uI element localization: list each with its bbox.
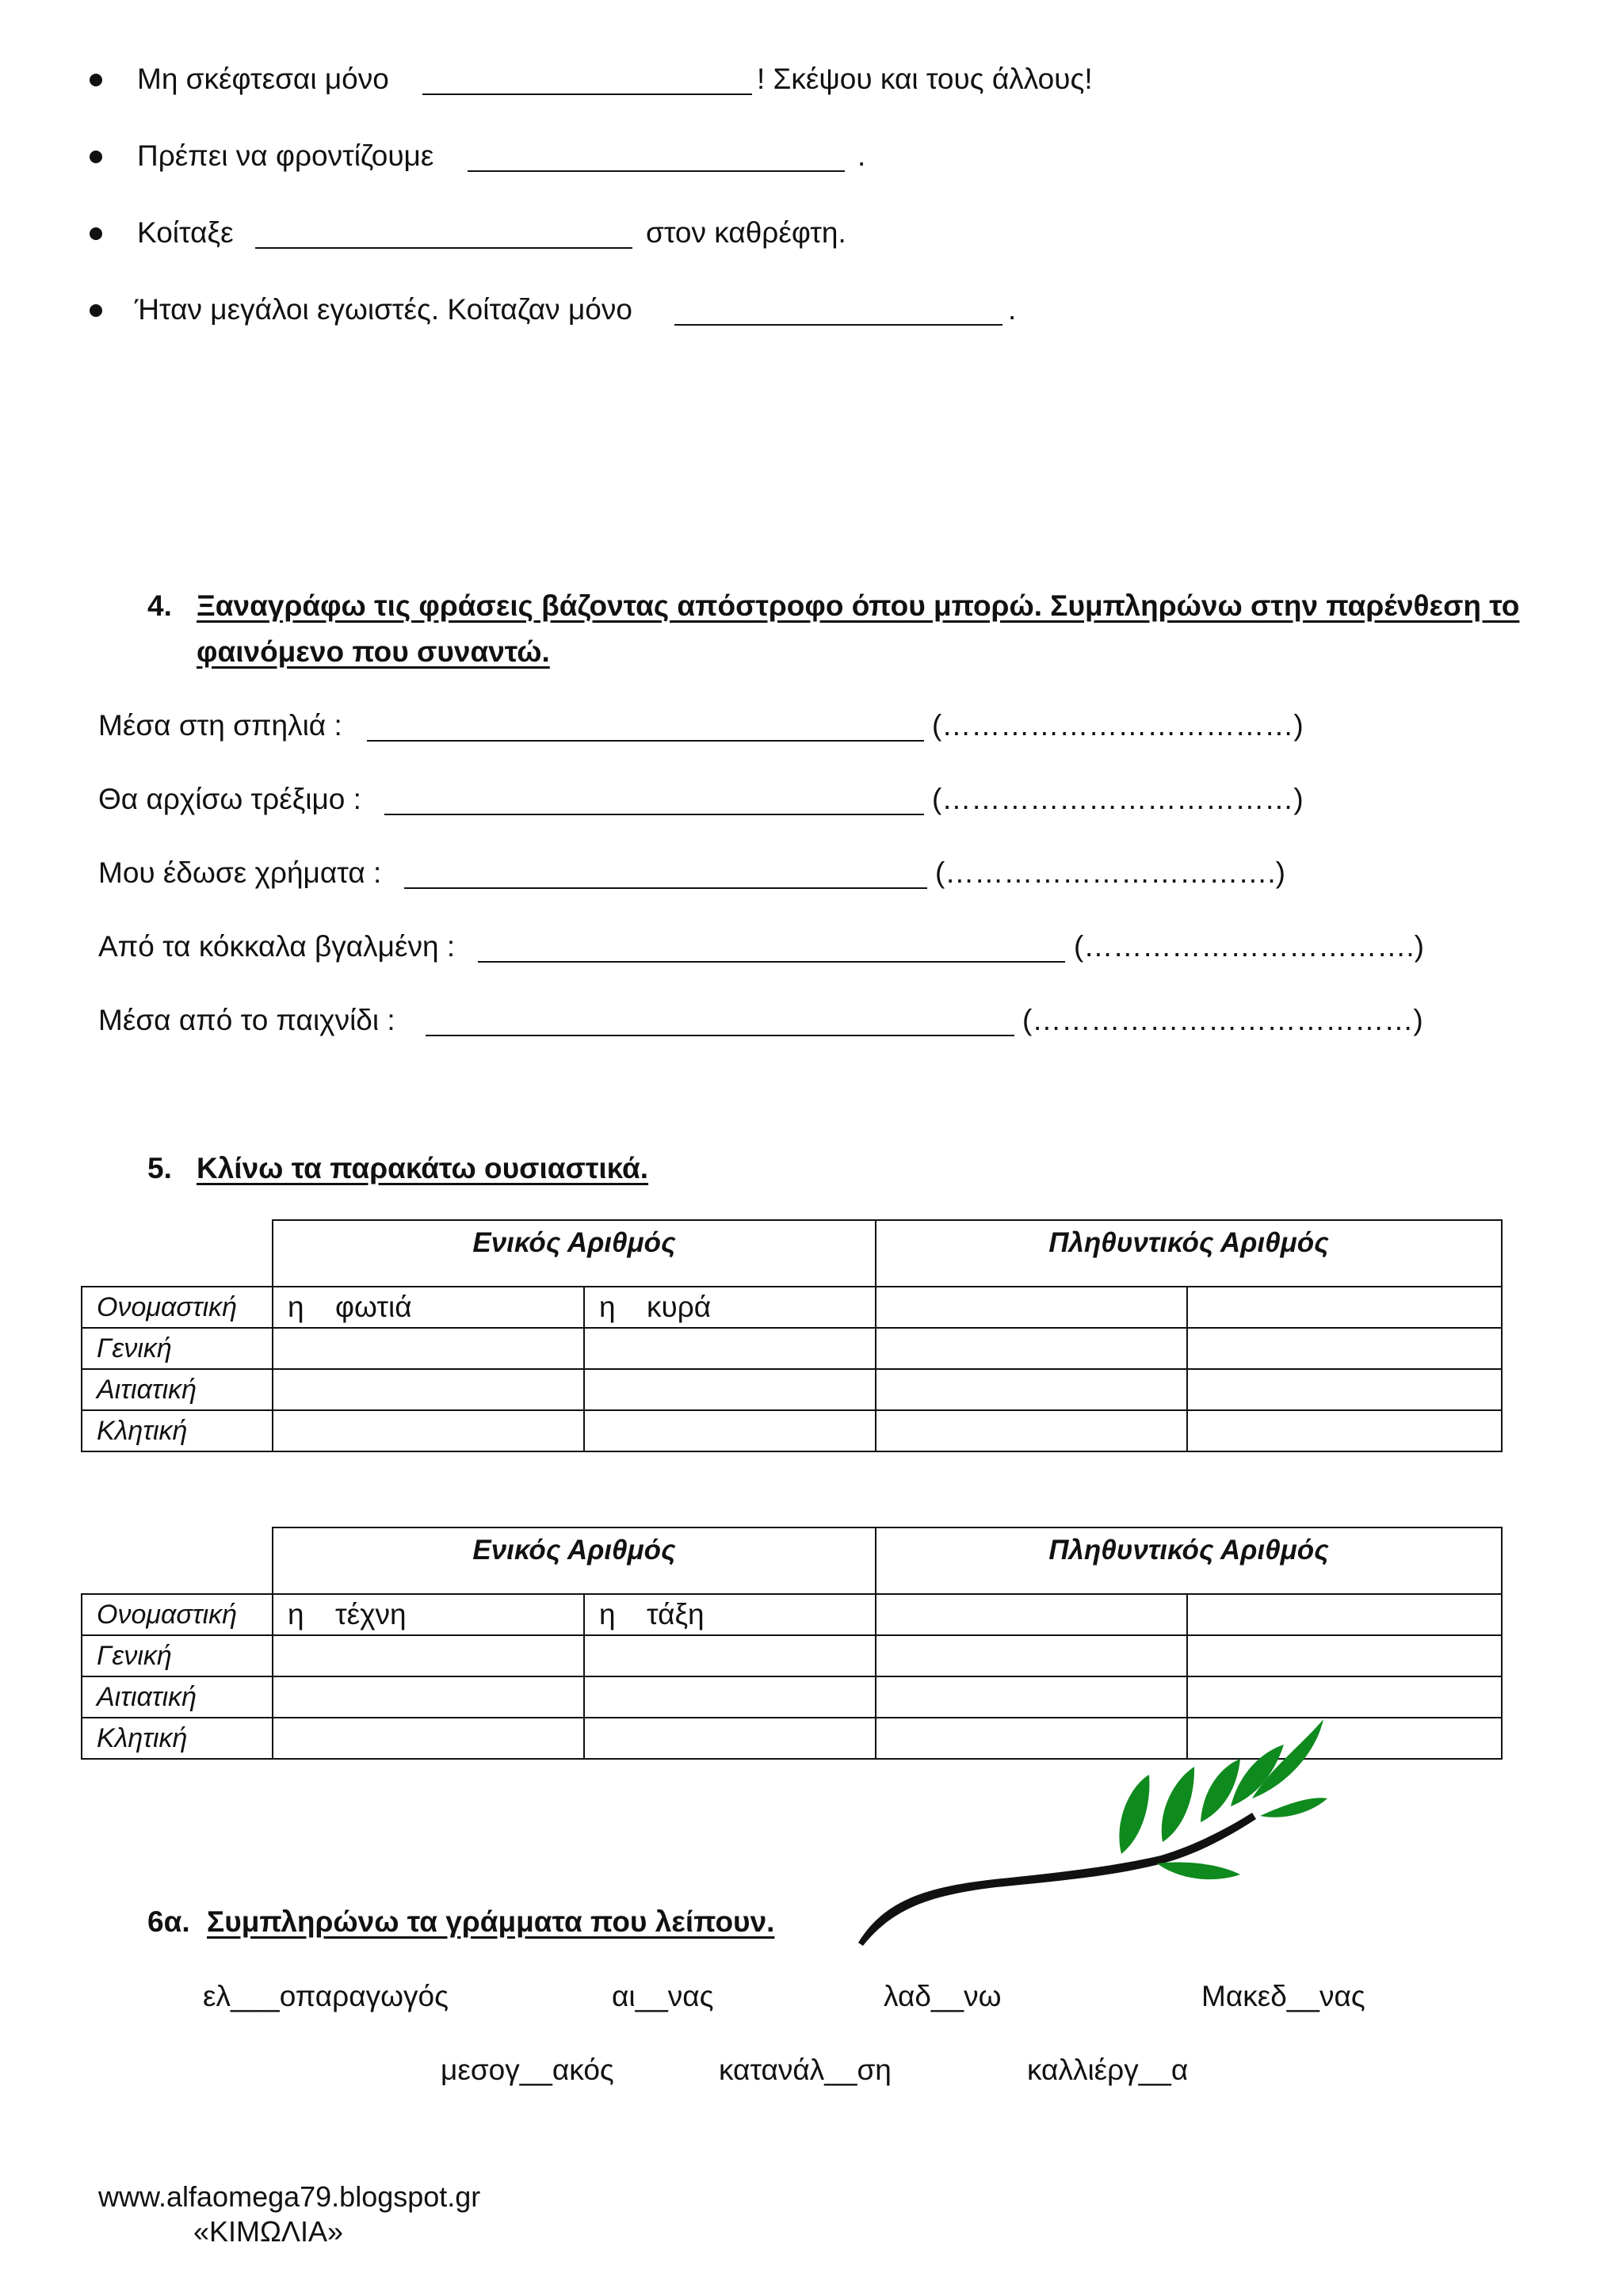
case-label: Γενική <box>82 1635 273 1676</box>
answer-blank[interactable] <box>426 1035 1014 1036</box>
bullet-text-before: Πρέπει να φροντίζουμε <box>137 139 434 172</box>
phrase-label: Μέσα από το παιχνίδι : <box>98 1004 395 1036</box>
section-number: 4. <box>147 589 172 622</box>
section-title-continued <box>197 635 550 669</box>
answer-cell[interactable] <box>1187 1328 1502 1369</box>
answer-cell[interactable] <box>273 1369 584 1410</box>
answer-blank[interactable] <box>478 961 1065 963</box>
answer-cell[interactable] <box>273 1410 584 1451</box>
article: η <box>599 1598 616 1630</box>
olive-branch-icon <box>852 1711 1327 1949</box>
footer-brand: «ΚΙΜΩΛΙΑ» <box>193 2215 344 2248</box>
answer-cell[interactable] <box>876 1410 1187 1451</box>
plural-header: Πληθυντικός Αριθμός <box>876 1220 1502 1287</box>
phenomenon-blank[interactable]: (…………………………….) <box>935 856 1285 889</box>
noun-cell <box>584 1287 876 1328</box>
fill-word[interactable]: ελ___οπαραγωγός <box>203 1980 449 2012</box>
noun-word: τέχνη <box>335 1598 407 1630</box>
fill-word[interactable]: λαδ__νω <box>884 1980 1002 2012</box>
answer-blank[interactable] <box>255 247 632 249</box>
bullet-text-after: . <box>857 139 866 172</box>
case-label: Γενική <box>82 1328 273 1369</box>
noun-cell <box>584 1594 876 1635</box>
declension-table <box>81 1219 1503 1452</box>
noun-word: κυρά <box>647 1291 712 1323</box>
phenomenon-blank[interactable]: (…………………………………) <box>1022 1004 1423 1036</box>
answer-cell[interactable] <box>876 1328 1187 1369</box>
bullet-dot-icon <box>90 304 102 317</box>
answer-blank[interactable] <box>367 740 924 742</box>
answer-cell[interactable] <box>273 1635 584 1676</box>
fill-word[interactable]: Μακεδ__νας <box>1201 1980 1365 2012</box>
leaves <box>1119 1719 1327 1879</box>
case-label: Αιτιατική <box>82 1676 273 1718</box>
answer-blank[interactable] <box>384 814 924 815</box>
bullet-dot-icon <box>90 74 102 86</box>
singular-header: Ενικός Αριθμός <box>273 1220 876 1287</box>
phrase-label: Μου έδωσε χρήματα : <box>98 856 382 889</box>
noun-word: τάξη <box>647 1598 705 1630</box>
answer-cell[interactable] <box>273 1676 584 1718</box>
section-number: 6α. <box>147 1905 190 1938</box>
bullet-text-after: ! Σκέψου και τους άλλους! <box>757 63 1093 95</box>
noun-cell <box>273 1594 584 1635</box>
phrase-label: Από τα κόκκαλα βγαλμένη : <box>98 930 456 963</box>
phrase-label: Θα αρχίσω τρέξιμο : <box>98 783 361 815</box>
phenomenon-blank[interactable]: (…………………………….) <box>1074 930 1424 963</box>
bullet-text-before: Μη σκέφτεσαι μόνο <box>137 63 389 95</box>
section-number: 5. <box>147 1152 172 1184</box>
section-title-line-2: φαινόμενο που συναντώ. <box>197 635 550 668</box>
answer-blank[interactable] <box>468 170 845 172</box>
section-title <box>207 1905 774 1939</box>
answer-cell[interactable] <box>876 1369 1187 1410</box>
singular-header: Ενικός Αριθμός <box>273 1527 876 1594</box>
phrase-label: Μέσα στη σπηλιά : <box>98 709 342 742</box>
fill-word[interactable]: μεσογ__ακός <box>441 2054 614 2086</box>
answer-cell[interactable] <box>876 1635 1187 1676</box>
bullet-dot-icon <box>90 151 102 163</box>
bullet-dot-icon <box>90 227 102 240</box>
bullet-text-after: στον καθρέφτη. <box>646 216 846 249</box>
phenomenon-blank[interactable]: (………………………………) <box>932 783 1304 815</box>
answer-cell[interactable] <box>1187 1369 1502 1410</box>
corner-cell <box>82 1527 273 1594</box>
answer-blank[interactable] <box>422 93 752 95</box>
corner-cell <box>82 1220 273 1287</box>
case-label: Κλητική <box>82 1718 273 1759</box>
answer-cell[interactable] <box>584 1635 876 1676</box>
case-label: Κλητική <box>82 1410 273 1451</box>
noun-cell <box>273 1287 584 1328</box>
bullet-text-before: Ήταν μεγάλοι εγωιστές. Κοίταζαν μόνο <box>135 293 632 326</box>
plural-header: Πληθυντικός Αριθμός <box>876 1527 1502 1594</box>
section-title-line-1: Ξαναγράφω τις φράσεις βάζοντας απόστροφο όπου μπορώ. Συμπληρώνω στην παρένθεση το <box>197 589 1520 622</box>
phenomenon-blank[interactable]: (………………………………) <box>932 709 1304 742</box>
answer-cell[interactable] <box>876 1594 1187 1635</box>
answer-cell[interactable] <box>1187 1287 1502 1328</box>
section-title <box>197 589 1519 624</box>
answer-cell[interactable] <box>584 1718 876 1759</box>
branch-stem <box>858 1813 1256 1946</box>
section-title-text: Συμπληρώνω τα γράμματα που λείπουν. <box>207 1905 775 1938</box>
answer-cell[interactable] <box>273 1328 584 1369</box>
case-label: Αιτιατική <box>82 1369 273 1410</box>
answer-cell[interactable] <box>1187 1410 1502 1451</box>
answer-blank[interactable] <box>404 887 927 889</box>
article: η <box>288 1598 304 1630</box>
answer-cell[interactable] <box>273 1718 584 1759</box>
case-label: Ονομαστική <box>82 1594 273 1635</box>
noun-word: φωτιά <box>335 1291 412 1323</box>
section-title <box>197 1151 648 1186</box>
fill-word[interactable]: καλλιέργ__α <box>1027 2054 1189 2086</box>
answer-blank[interactable] <box>674 324 1002 326</box>
article: η <box>288 1291 304 1323</box>
answer-cell[interactable] <box>1187 1594 1502 1635</box>
fill-word[interactable]: αι__νας <box>612 1980 714 2012</box>
fill-word[interactable]: κατανάλ__ση <box>719 2054 892 2086</box>
answer-cell[interactable] <box>584 1328 876 1369</box>
bullet-text-after: . <box>1008 293 1017 326</box>
footer-url[interactable]: www.alfaomega79.blogspot.gr <box>98 2180 481 2213</box>
case-label: Ονομαστική <box>82 1287 273 1328</box>
answer-cell[interactable] <box>584 1369 876 1410</box>
answer-cell[interactable] <box>584 1676 876 1718</box>
answer-cell[interactable] <box>876 1287 1187 1328</box>
bullet-text-before: Κοίταξε <box>137 216 234 249</box>
answer-cell[interactable] <box>584 1410 876 1451</box>
article: η <box>599 1291 616 1323</box>
answer-cell[interactable] <box>1187 1635 1502 1676</box>
section-title-text: Κλίνω τα παρακάτω ουσιαστικά. <box>197 1152 649 1184</box>
